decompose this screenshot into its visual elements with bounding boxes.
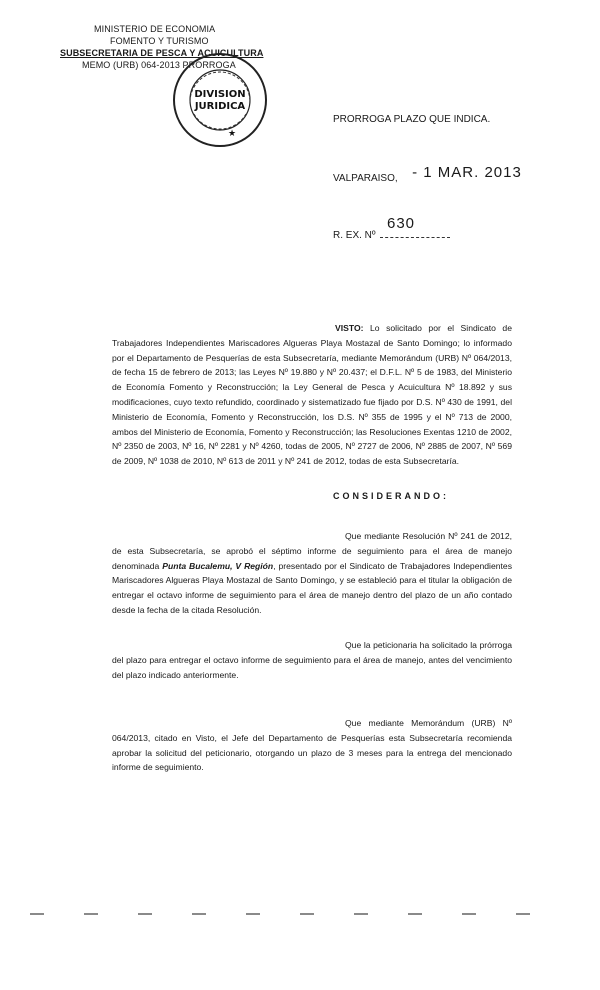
date-stamp: - 1 MAR. 2013 (412, 164, 522, 181)
seal-text-division: DIVISION (194, 89, 246, 100)
considerando-paragraph-3: Que mediante Memorándum (URB) Nº 064/2013, citado en Visto, el Jefe del Departamento de Pesquerías esta Subsecretaría recomienda aprobar la solicitud del peticionario, otorgando un plazo de 3 meses para la entrega del mencionado informe de seguimiento. (112, 718, 512, 773)
seal-inner-ring (190, 70, 250, 130)
resolution-number-underline (380, 229, 450, 238)
seal-text-juridica: JURIDICA (194, 101, 246, 112)
header-memo-ref: MEMO (URB) 064-2013 PRORROGA (82, 60, 236, 70)
visto-label: VISTO: (335, 323, 364, 333)
header-subsecretaria: SUBSECRETARIA DE PESCA Y ACUICULTURA (60, 48, 264, 58)
visto-text: Lo solicitado por el Sindicato de Trabajadores Independientes Mariscadores Algueras Playa Mostazal de Santo Domingo; lo informado por el Departamento de Pesquerías de esta Subsecretaría, mediante Memorándum (URB) Nº 064/2013, de fecha 15 de febrero de 2013; las Leyes Nº 19.880 y Nº 20.437; el D.F.L. Nº 5 de 1983, del Ministerio de Economía Fomento y Reconstrucción; la Ley General de Pesca y Acuicultura Nº 18.892 y sus modificaciones, cuyo texto refundido, coordinado y sistematizado fue fijado por D.S. Nº 430 de 1991, del Ministerio de Economía, Fomento y Reconstrucción, los D.S. Nº 355 de 1995 y el Nº 713 de 2000, ambos del Ministerio de Economía, Fomento y Reconstrucción; las Resoluciones Exentas 1210 de 2002, Nº 2350 de 2003, Nº 16, Nº 2281 y Nº 4260, todas de 2005, Nº 2727 de 2006, Nº 2885 de 2007, Nº 569 de 2009, Nº 1038 de 2010, Nº 613 de 2011 y Nº 241 de 2012, todas de esta Subsecretaría. (112, 323, 512, 467)
seal-ring-lettering-lower (194, 114, 246, 129)
document-subject: PRORROGA PLAZO QUE INDICA. (333, 114, 491, 125)
division-juridica-seal (170, 50, 270, 150)
header-ministry: MINISTERIO DE ECONOMIA (94, 24, 216, 34)
seal-outer-ring (174, 54, 266, 146)
resolution-number: 630 (387, 215, 416, 232)
considerando-paragraph-1 (112, 529, 512, 618)
considerando-1-place: Punta Bucalemu, V Región (162, 560, 274, 571)
header-fomento: FOMENTO Y TURISMO (110, 36, 209, 46)
seal-star-icon: ★ (227, 128, 237, 138)
considerando-1-text-a: Que mediante Resolución Nº 241 de 2012, de esta Subsecretaría, se aprobó el séptimo informe de seguimiento para el área de manejo denominada (112, 531, 512, 571)
place-date-line (333, 164, 522, 186)
place-label: VALPARAISO, (333, 173, 398, 184)
visto-paragraph (112, 321, 512, 469)
scan-footer-dashes (30, 913, 570, 915)
resolution-line (333, 229, 450, 241)
considerando-1-text-b: , presentado por el Sindicato de Trabajadores Independientes Mariscadores Algueras Playa Mostazal de Santo Domingo, y se estableció para el titular la obligación de entregar el octavo informe de seguimiento para el área de manejo dentro del plazo de un año contado desde la fecha de la citada Resolución. (112, 560, 512, 615)
resolution-label: R. EX. Nº (333, 230, 376, 241)
considerando-heading: CONSIDERANDO: (333, 491, 450, 501)
considerando-paragraph-2: Que la peticionaria ha solicitado la prórroga del plazo para entregar el octavo informe de seguimiento para el área de manejo, antes del vencimiento del plazo indicado anteriormente. (112, 640, 512, 680)
